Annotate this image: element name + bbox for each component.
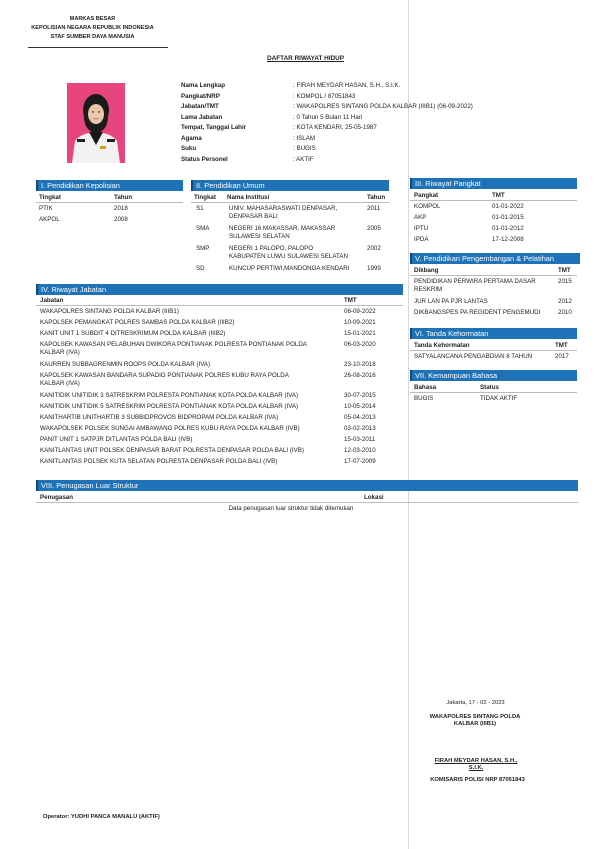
section-title: V. Pendidikan Pengembangan & Pelatihan [410, 253, 580, 264]
section-bahasa [410, 370, 577, 406]
col-header: TMT [558, 267, 571, 274]
section-title: I. Pendidikan Kepolisian [36, 180, 183, 191]
table-cell: 15-03-2011 [344, 436, 376, 443]
table-cell: JUR LAN PA PJR LANTAS [414, 298, 488, 305]
col-header: Tahun [114, 194, 133, 201]
table-cell: NEGERI 16 MAKASSAR, MAKASSAR [229, 225, 336, 232]
table-cell: KANIT UNIT 1 SUBDIT 4 DITRESKRIMUM POLDA KALBAR (IIIB2) [40, 330, 226, 337]
table-cell: 2008 [114, 216, 128, 223]
table-cell: KABUPATEN LUWU SULAWESI SELATAN [229, 253, 348, 260]
profile-photo [67, 83, 125, 163]
section-pendidikan-kepolisian [36, 180, 183, 230]
col-header: Jabatan [40, 297, 64, 304]
operator-label: Operator: YUDHI PANCA MANALU (AKTIF) [43, 814, 160, 820]
letterhead-line-1: MARKAS BESAR [69, 16, 116, 22]
table-cell: 17-07-2009 [344, 458, 376, 465]
section-title: III. Riwayat Pangkat [410, 178, 577, 189]
document-title: DAFTAR RIWAYAT HIDUP [267, 55, 345, 62]
section-kehormatan [410, 328, 577, 364]
table-cell: SD [196, 265, 205, 272]
col-header: Tingkat [194, 194, 216, 201]
col-header: Tingkat [39, 194, 61, 201]
section-riwayat-pangkat [410, 178, 577, 250]
table-cell: KALBAR (IVA) [40, 380, 80, 387]
section-pendidikan-umum [191, 180, 389, 280]
table-cell: PANIT UNIT 1 SATPJR DITLANTAS POLDA BALI (IVB) [40, 436, 193, 443]
section-title: IV. Riwayat Jabatan [36, 284, 403, 295]
table-cell: KANITIDIK UNITIDIK 5 SATRESKRIM POLRESTA PONTIANAK KOTA POLDA KALBAR (IVA) [40, 403, 299, 410]
signer-position: WAKAPOLRES SINTANG POLDA KALBAR (IIIB1) [429, 714, 521, 728]
table-cell: IPTU [414, 225, 429, 232]
table-cell: DENPASAR BALI [229, 213, 278, 220]
table-cell: KUNCUP PERTIWI,MANDONGA KENDARI [229, 265, 350, 272]
table-cell: PTIK [39, 205, 53, 212]
table-cell: 17-12-2008 [492, 236, 524, 243]
table-cell: 30-07-2015 [344, 392, 376, 399]
section-title: VI. Tanda Kehormatan [410, 328, 577, 339]
table-cell: AKP [414, 214, 427, 221]
table-cell: 2012 [558, 298, 572, 305]
table-cell: KAPOLSEK KAWASAN BANDARA SUPADIO PONTIANAK POLRES KUBU RAYA POLDA [40, 372, 289, 379]
table-cell: 2011 [367, 205, 381, 212]
table-cell: 2010 [558, 309, 572, 316]
col-header: TMT [344, 297, 357, 304]
col-header: TMT [555, 342, 568, 349]
section-riwayat-jabatan [36, 284, 403, 474]
table-cell: 26-08-2016 [344, 372, 376, 379]
divider [410, 350, 577, 351]
table-cell: KANITIDIK UNITIDIK 3 SATRESKRIM POLRESTA PONTIANAK KOTA POLDA KALBAR (IVA) [40, 392, 299, 399]
table-cell: 2018 [114, 205, 128, 212]
col-header: Status [480, 384, 499, 391]
table-cell: UNIV. MAHASARASWATI DENPASAR, [229, 205, 338, 212]
divider [36, 305, 403, 306]
table-cell: S1 [196, 205, 204, 212]
section-title: VII. Kemampuan Bahasa [410, 370, 577, 381]
table-cell: 2017 [555, 353, 569, 360]
table-cell: BUGIS [414, 395, 434, 402]
table-cell: KANITLANTAS POLSEK KUTA SELATAN POLRESTA DENPASAR POLDA BALI (IVB) [40, 458, 278, 465]
table-cell: 01-01-2015 [492, 214, 524, 221]
table-cell: KAPOLSEK KAWASAN PELABUHAN DWIKORA PONTIANAK POLRESTA PONTIANAK POLDA [40, 341, 307, 348]
col-header: Tahun [367, 194, 386, 201]
page-fold-line [408, 0, 409, 849]
col-header: Bahasa [414, 384, 437, 391]
col-header: Pangkat [414, 192, 439, 199]
table-cell: TIDAK AKTIF [480, 395, 518, 402]
table-cell: RESKRIM [414, 286, 443, 293]
table-cell: AKPOL [39, 216, 60, 223]
table-cell: DIKBANGSPES PA REGIDENT PENGEMUDI [414, 309, 541, 316]
table-cell: 10-09-2021 [344, 319, 376, 326]
table-cell: SMA [196, 225, 210, 232]
signer-name: FIRAH MEYDAR HASAN, S.H., S.I.K. [434, 758, 518, 772]
place-date: Jakarta, 17 - 02 - 2023 [446, 700, 505, 706]
section-title: II. Pendidikan Umum [191, 180, 389, 191]
table-cell: 2005 [367, 225, 381, 232]
section-title: VIII. Penugasan Luar Struktur [36, 480, 578, 491]
table-cell: 15-01-2021 [344, 330, 376, 337]
table-cell: WAKAPOLSEK POLSEK SUNGAI AMBAWANG POLRES KUBU RAYA POLDA KALBAR (IVB) [40, 425, 300, 432]
table-cell: KALBAR (IVA) [40, 349, 80, 356]
table-cell: KANITHARTIB UNITHARTIB 3 SUBBIDPROVOS BIDPROPAM POLDA KALBAR (IVA) [40, 414, 279, 421]
col-header: Penugasan [40, 494, 74, 501]
table-cell: 03-02-2013 [344, 425, 376, 432]
table-cell: WAKAPOLRES SINTANG POLDA KALBAR (IIIB1) [40, 308, 179, 315]
section-pengembangan [410, 253, 580, 323]
table-cell: 2015 [558, 278, 572, 285]
letterhead-line-3: STAF SUMBER DAYA MANUSIA [50, 34, 135, 40]
divider [410, 275, 577, 276]
divider [191, 202, 389, 203]
letterhead-line-2: KEPOLISIAN NEGARA REPUBLIK INDONESIA [31, 25, 154, 31]
table-cell: KANITLANTAS UNIT POLSEK DENPASAR BARAT POLRESTA DENPASAR POLDA BALI (IVB) [40, 447, 304, 454]
table-cell: SATYALANCANA PENGABDIAN 8 TAHUN [414, 353, 533, 360]
table-cell: IPDA [414, 236, 429, 243]
col-header: Nama Institusi [227, 194, 270, 201]
table-cell: KAURREN SUBBAGRENMIN ROOPS POLDA KALBAR (IVA) [40, 361, 211, 368]
empty-message: Data penugasan luar struktur tidak ditemukan [228, 505, 354, 512]
table-cell: 06-03-2020 [344, 341, 376, 348]
table-cell: 2002 [367, 245, 381, 252]
table-cell: KOMPOL [414, 203, 441, 210]
table-cell: 01-01-2012 [492, 225, 524, 232]
divider [410, 200, 577, 201]
letterhead-underline [28, 47, 168, 48]
table-cell: 10-05-2014 [344, 403, 376, 410]
table-cell: PENDIDIKAN PERWIRA PERTAMA DASAR [414, 278, 536, 285]
signer-rank: KOMISARIS POLISI NRP 87051843 [430, 777, 525, 783]
divider [36, 502, 578, 503]
col-header: Lokasi [364, 494, 384, 501]
table-cell: NEGERI 1 PALOPO, PALOPO [229, 245, 314, 252]
section-penugasan [36, 480, 578, 520]
table-cell: SMP [196, 245, 210, 252]
table-cell: SULAWESI SELATAN [229, 233, 290, 240]
col-header: Dikbang [414, 267, 439, 274]
divider [36, 202, 183, 203]
table-cell: KAPOLSEK PEMANGKAT POLRES SAMBAS POLDA KALBAR (IIIB2) [40, 319, 235, 326]
letterhead [10, 15, 175, 42]
table-cell: 12-03-2010 [344, 447, 376, 454]
table-cell: 06-09-2022 [344, 308, 376, 315]
col-header: TMT [492, 192, 505, 199]
table-cell: 1999 [367, 265, 381, 272]
table-cell: 05-04-2013 [344, 414, 376, 421]
table-cell: 23-10-2018 [344, 361, 376, 368]
cv-page: MARKAS BESAR KEPOLISIAN NEGARA REPUBLIK INDONESIA STAF SUMBER DAYA MANUSIA DAFTAR RIWAYAT HIDUP Nama Lengkap : FIRAH MEYDAR HASAN, S.H., S.I.K. Pangkat/NRP : KOMPOL / 87051843 Jabatan/TMT : WAKAPOLRES SINTANG POLDA KALBAR (IIIB1) (06-09-2022) Lama Jabatan : 0 Tahun 5 Bulan 11 Hari Tempat, Tanggal Lahir : KOTA KENDARI, 25-05-1987 Agama : ISLAM Suku : BUGIS Status Personel : AKTIF I. Pendidikan Kepolisian Tingkat Tahun PTIK 2018 AKPOL 2008 II. Pendidikan Umum Tingkat Nama Institusi Tahun S1 UNIV. MAHASARASWATI DENPASAR, DENPASAR BALI 2011 SMA NEGERI 16 MAKASSAR, MAKASSAR SULAWESI SELATAN 2005 SMP NEGERI 1 PALOPO, PALOPO KABUPATEN LUWU SULAWESI SELATAN 2002 SD KUNCUP PERTIWI,MANDONGA KENDARI 1999 III. Riwayat Pangkat Pangkat TMT KOMPOL 01-01-2022 AKP 01-01-2015 IPTU 01-01-2012 IPDA 17-12-2008 V. Pendidikan Pengembangan & Pelatihan Dikbang TMT PENDIDIKAN PERWIRA PERTAMA DASAR RESKRIM 2015 JUR LAN PA PJR LANTAS 2012 DIKBANGSPES PA REGIDENT PENGEMUDI 2010 VI. Tanda Kehormatan Tanda Kehormatan TMT SATYALANCANA PENGABDIAN 8 TAHUN 2017 VII. Kemampuan Bahasa Bahasa Status BUGIS TIDAK AKTIF IV. Riwayat Jabatan Jabatan TMT WAKAPOLRES SINTANG POLDA KALBAR (IIIB1) 06-09-2022 KAPOLSEK PEMANGKAT POLRES SAMBAS POLDA KALBAR (IIIB2) 10-09-2021 KANIT UNIT 1 SUBDIT 4 DITRESKRIMUM POLDA KALBAR (IIIB2) 15-01-2021 KAPOLSEK KAWASAN PELABUHAN DWIKORA PONTIANAK POLRESTA PONTIANAK POLDA KALBAR (IVA) 06-03-2020 KAURREN SUBBAGRENMIN ROOPS POLDA KALBAR (IVA) 23-10-2018 KAPOLSEK KAWASAN BANDARA SUPADIO PONTIANAK POLRES KUBU RAYA POLDA KALBAR (IVA) 26-08-2016 KANITIDIK UNITIDIK 3 SATRESKRIM POLRESTA PONTIANAK KOTA POLDA KALBAR (IVA) 30-07-2015 KANITIDIK UNITIDIK 5 SATRESKRIM POLRESTA PONTIANAK KOTA POLDA KALBAR (IVA) 10-05-2014 KANITHARTIB UNITHARTIB 3 SUBBIDPROVOS BIDPROPAM POLDA KALBAR (IVA) 05-04-2013 WAKAPOLSEK POLSEK SUNGAI AMBAWANG POLRES KUBU RAYA POLDA KALBAR (IVB) 03-02-2013 PANIT UNIT 1 SATPJR DITLANTAS POLDA BALI (IVB) 15-03-2011 KANITLANTAS UNIT POLSEK DENPASAR BARAT POLRESTA DENPASAR POLDA BALI (IVB) 12-03-2010 KANITLANTAS POLSEK KUTA SELATAN POLRESTA DENPASAR POLDA BALI (IVB) 17-07-2009 VIII. Penugasan Luar Struktur Penugasan Lokasi Data penugasan luar struktur tidak ditemukan Jakarta, 17 - 02 - 2023 WAKAPOLRES SINTANG POLDA KALBAR (IIIB1) FIRAH MEYDAR HASAN, S.H., S.I.K. KOMISARIS POLISI NRP 87051843 Operator: YUDHI PANCA MANALU (AKTIF) [0, 0, 600, 849]
divider [410, 392, 577, 393]
col-header: Tanda Kehormatan [414, 342, 470, 349]
table-cell: 01-01-2022 [492, 203, 524, 210]
